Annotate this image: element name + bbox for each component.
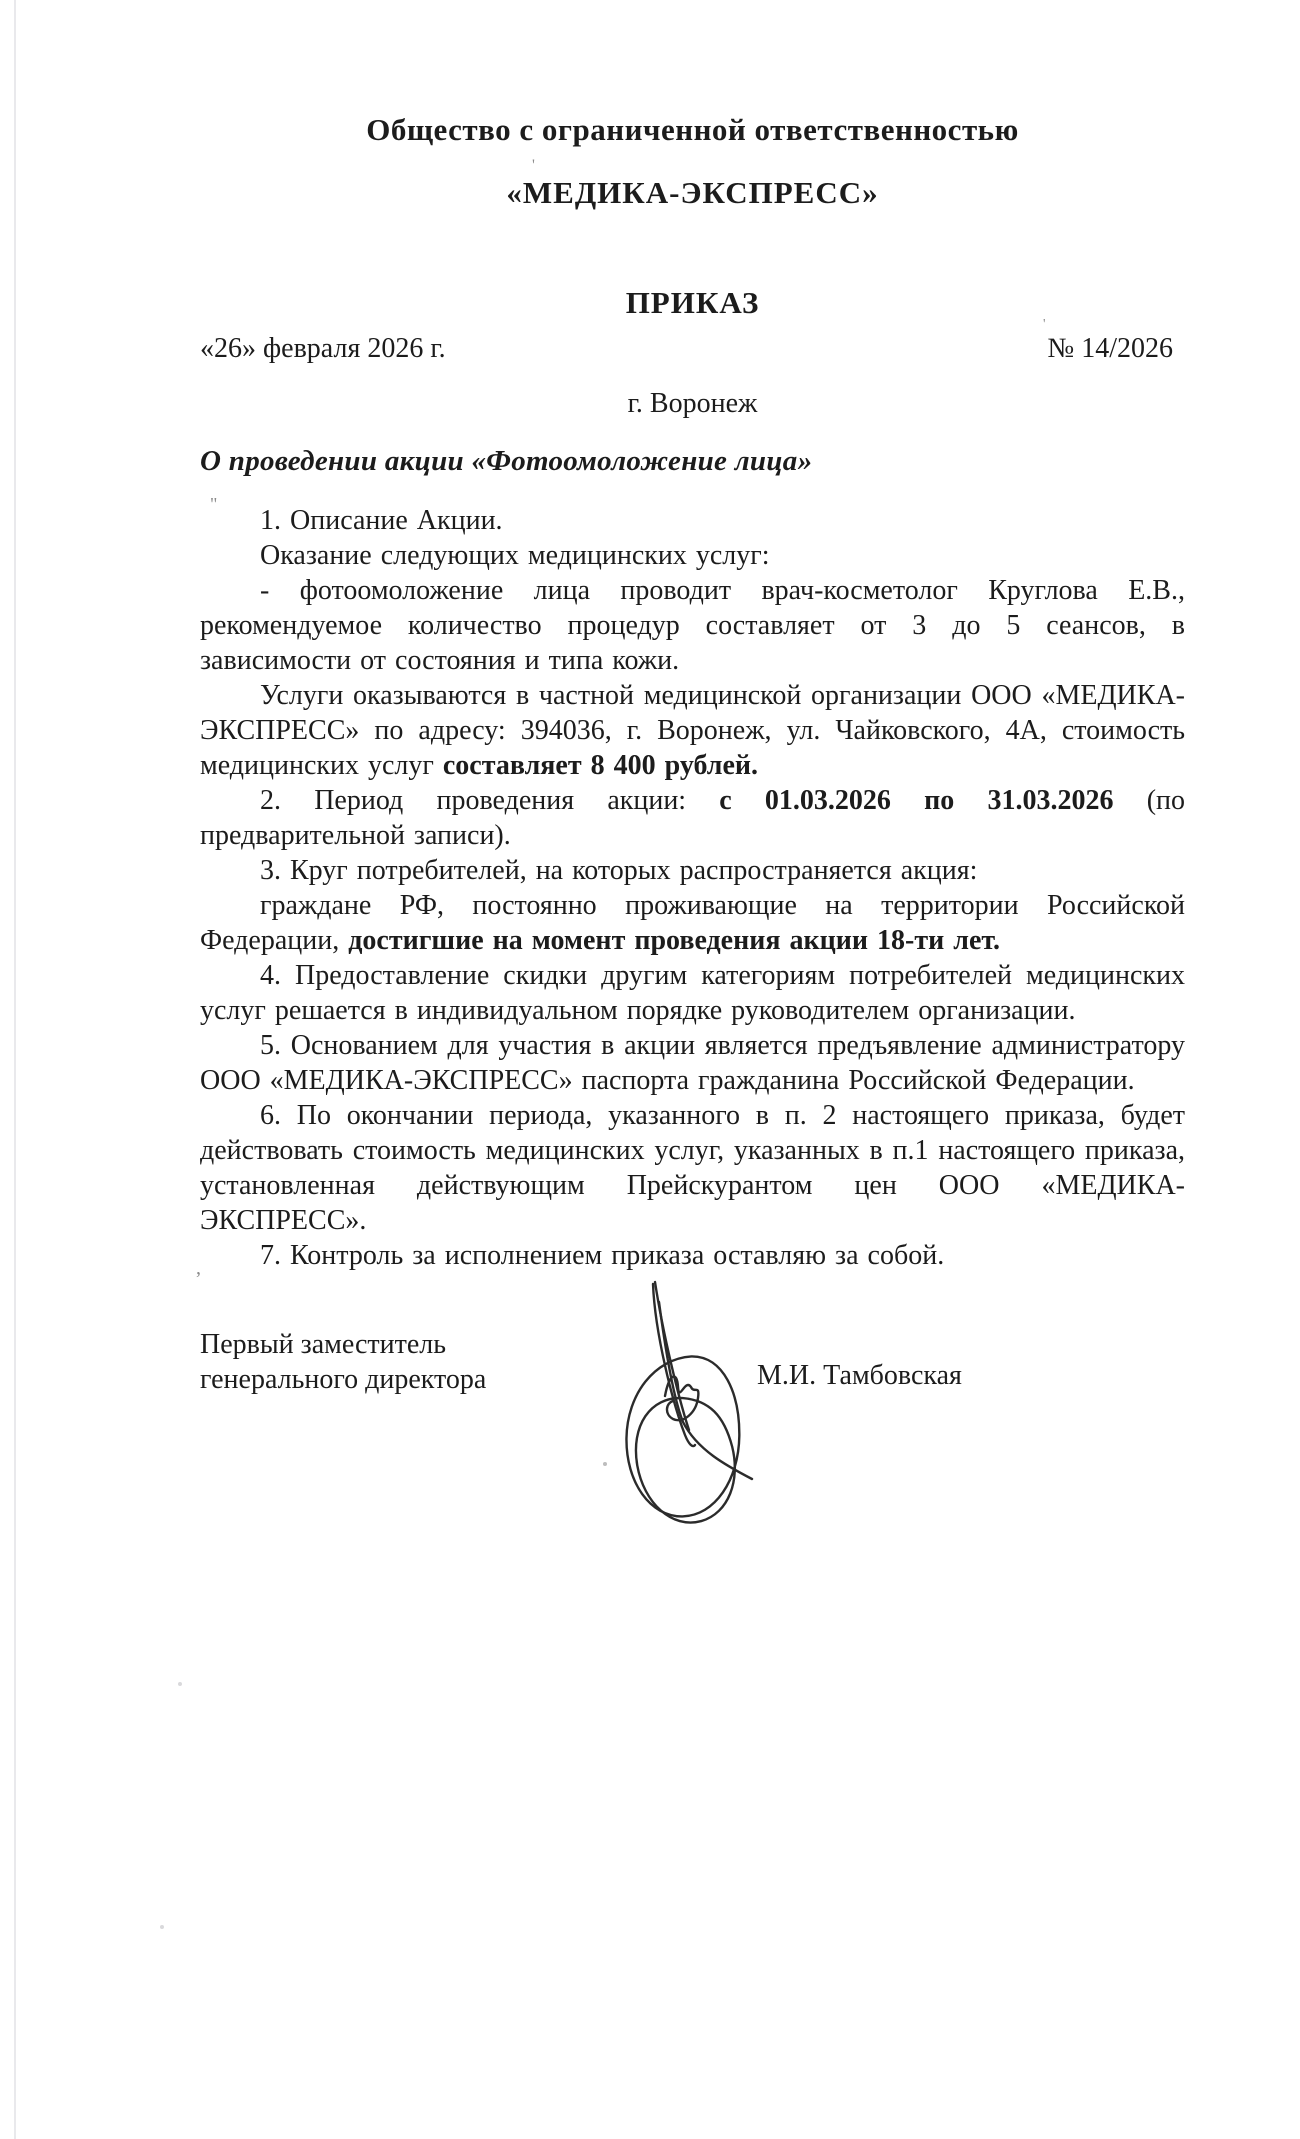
handwritten-signature-icon — [615, 1272, 775, 1540]
scan-speck: ' — [532, 157, 535, 174]
text-run: - фотоомоложение лица проводит врач-косметолог Круглова Е.В., рекомендуемое количество процедур составляет от 3 до 5 сеансов, в зависимости от состояния и типа кожи. — [200, 575, 1185, 676]
body-paragraph — [200, 853, 1185, 888]
subject-line: О проведении акции «Фотоомоложение лица» — [200, 445, 813, 477]
city-line: г. Воронеж — [627, 388, 758, 419]
signer-position-line1: Первый заместитель — [200, 1329, 447, 1360]
text-run: (по предварительной записи). — [200, 785, 1185, 851]
scan-speck: , — [196, 1257, 201, 1279]
org-name-line2: «МЕДИКА-ЭКСПРЕСС» — [506, 175, 879, 210]
body-paragraph — [200, 888, 1185, 958]
body-paragraph — [200, 538, 1185, 573]
body-paragraph — [200, 1098, 1185, 1238]
body-paragraph — [200, 503, 1185, 538]
scan-edge-artifact — [14, 0, 16, 2139]
text-run: Услуги оказываются в частной медицинской организации ООО «МЕДИКА-ЭКСПРЕСС» по адресу: 394036, г. Воронеж, ул. Чайковского, 4А, стоимость медицинских услуг — [200, 680, 1185, 781]
scan-speck: ' — [1043, 317, 1046, 332]
body-paragraph — [200, 1238, 1185, 1273]
bold-text-run: достигшие на момент проведения акции 18-ти лет. — [348, 925, 1001, 956]
body-paragraph — [200, 678, 1185, 783]
text-run: 1. Описание Акции. — [260, 505, 503, 536]
signer-position-line2: генерального директора — [200, 1364, 487, 1395]
text-run: Оказание следующих медицинских услуг: — [260, 540, 770, 571]
bold-text-run: с 01.03.2026 по 31.03.2026 — [719, 785, 1114, 816]
scan-speck — [603, 1462, 607, 1466]
text-run: 3. Круг потребителей, на которых распространяется акция: — [260, 855, 978, 886]
bold-text-run: составляет 8 400 рублей. — [442, 750, 759, 781]
text-run: граждане РФ, постоянно проживающие на территории Российской Федерации, — [200, 890, 1185, 956]
body-paragraph — [200, 573, 1185, 678]
scan-speck — [178, 1682, 182, 1686]
text-run: 6. По окончании периода, указанного в п. 2 настоящего приказа, будет действовать стоимость медицинских услуг, указанных в п.1 настоящего приказа, установленная действующим Прейскурантом цен ООО «МЕДИКА-ЭКСПРЕСС». — [200, 1100, 1185, 1236]
body-paragraph — [200, 783, 1185, 853]
date-number-row — [200, 333, 1185, 365]
scan-speck: " — [210, 494, 218, 514]
body-paragraph — [200, 958, 1185, 1028]
text-run: 2. Период проведения акции: — [260, 785, 720, 816]
org-name-line1: Общество с ограниченной ответственностью — [366, 112, 1019, 147]
signer-name: М.И. Тамбовская — [757, 1360, 962, 1391]
document-date: «26» февраля 2026 г. — [200, 333, 446, 364]
document-number: № 14/2026 — [1047, 333, 1173, 364]
document-body — [200, 503, 1185, 1273]
document-type-title: ПРИКАЗ — [625, 285, 760, 320]
text-run: 4. Предоставление скидки другим категориям потребителей медицинских услуг решается в индивидуальном порядке руководителем организации. — [200, 960, 1185, 1026]
body-paragraph — [200, 1028, 1185, 1098]
text-run: 5. Основанием для участия в акции является предъявление администратору ООО «МЕДИКА-ЭКСПРЕСС» паспорта гражданина Российской Федерации. — [200, 1030, 1185, 1096]
scan-speck — [160, 1925, 164, 1929]
text-run: 7. Контроль за исполнением приказа оставляю за собой. — [260, 1240, 945, 1271]
